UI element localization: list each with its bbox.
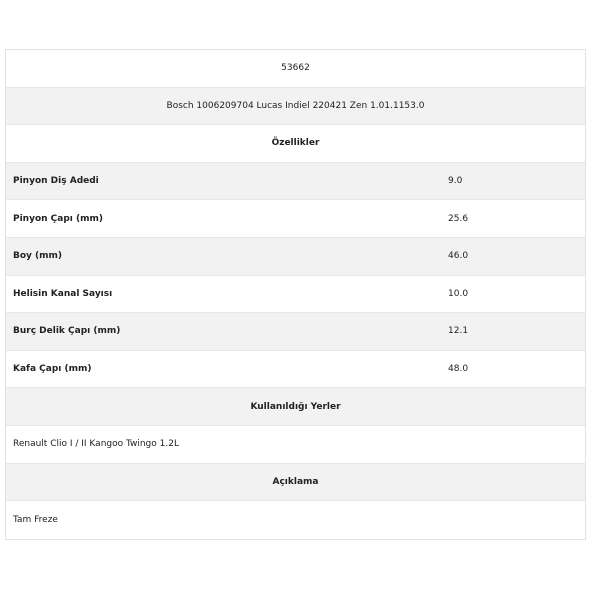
feature-value: 46.0	[448, 251, 469, 262]
features-heading-row	[6, 125, 585, 163]
cross-reference-text: Bosch 1006209704 Lucas Indiel 220421 Zen 1.01.1153.0	[166, 100, 425, 111]
feature-value: 9.0	[448, 176, 463, 187]
feature-label: Kafa Çapı (mm)	[13, 364, 92, 375]
feature-label: Boy (mm)	[13, 251, 63, 262]
feature-row	[6, 200, 585, 238]
usage-text: Renault Clio I / II Kangoo Twingo 1.2L	[13, 439, 179, 450]
feature-value: 12.1	[448, 326, 469, 337]
cross-reference-row	[6, 88, 585, 126]
feature-label: Pinyon Çapı (mm)	[13, 213, 103, 224]
product-code-row	[6, 50, 585, 88]
feature-row	[6, 163, 585, 201]
usage-heading: Kullanıldığı Yerler	[250, 401, 341, 412]
feature-label: Helisin Kanal Sayısı	[13, 288, 113, 299]
feature-value: 25.6	[448, 213, 469, 224]
feature-row	[6, 276, 585, 314]
feature-row	[6, 351, 585, 389]
product-code: 53662	[281, 63, 310, 74]
feature-label: Pinyon Diş Adedi	[13, 176, 99, 187]
description-text: Tam Freze	[13, 514, 58, 525]
feature-row	[6, 313, 585, 351]
features-heading: Özellikler	[271, 138, 320, 149]
spec-table	[5, 49, 586, 540]
description-heading-row	[6, 464, 585, 502]
description-heading: Açıklama	[272, 476, 319, 487]
usage-row	[6, 426, 585, 464]
description-row	[6, 501, 585, 539]
feature-value: 10.0	[448, 288, 469, 299]
usage-heading-row	[6, 388, 585, 426]
feature-row	[6, 238, 585, 276]
feature-label: Burç Delik Çapı (mm)	[13, 326, 121, 337]
feature-value: 48.0	[448, 364, 469, 375]
